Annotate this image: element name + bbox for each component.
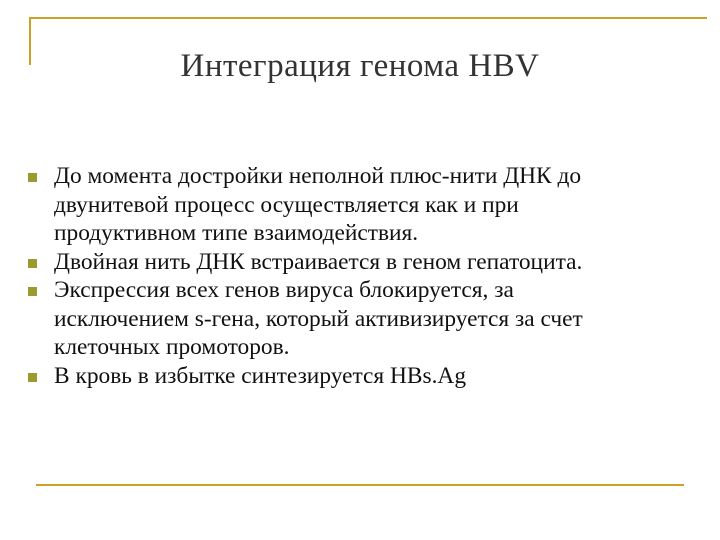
bullet-item [28,362,668,391]
bullet-line: До момента достройки неполной плюс-нити ДНК до [54,163,582,189]
bullet-item [28,248,668,277]
square-bullet-icon [28,287,37,296]
bullet-line: Двойная нить ДНК встраивается в геном гепатоцита. [54,248,583,275]
slide-title: Интеграция генома HBV [180,48,540,84]
bullet-line: Экспрессия всех генов вируса блокируется, за [54,277,514,303]
bullet-line: В кровь в избытке синтезируется HBs.Ag [54,362,467,389]
square-bullet-icon [28,259,37,268]
bullet-line: исключением s-гена, который активизируется за счет [54,305,583,332]
bullet-line: продуктивном типе взаимодействия. [54,220,419,246]
bullet-list [28,162,668,390]
bullet-line: двунитевой процесс осуществляется как и при [54,191,519,218]
square-bullet-icon [28,373,37,382]
bullet-item [28,162,668,248]
frame-bottom-line [36,484,684,486]
square-bullet-icon [28,173,37,182]
bullet-item [28,276,668,362]
bullet-line: клеточных промоторов. [54,334,290,360]
frame-top-line [29,17,707,19]
